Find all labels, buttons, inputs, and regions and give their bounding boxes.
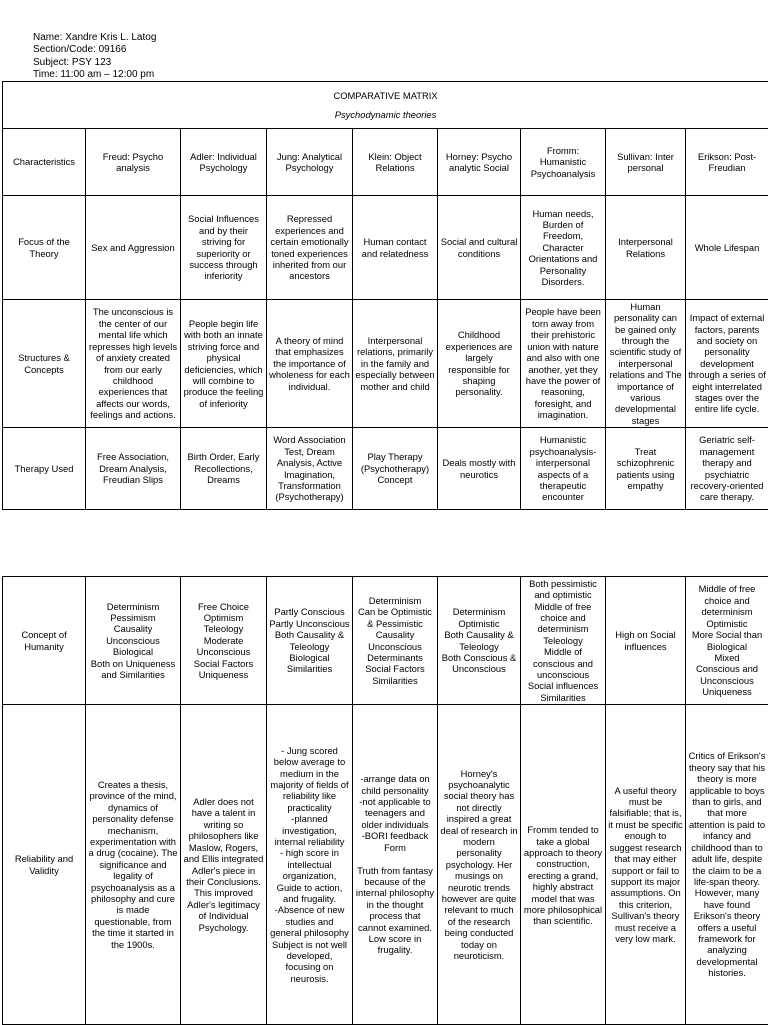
focus-cell: Social Influences and by their striving for superiority or success through inferiority	[181, 196, 267, 300]
humanity-cell: Determinism Pessimism Causality Unconscious Biological Both on Uniqueness and Similarities	[86, 577, 181, 705]
theorist-header: Klein: Object Relations	[353, 129, 438, 196]
humanity-cell: Determinism Can be Optimistic & Pessimistic Causality Unconscious Determinants Social Factors Similarities	[353, 577, 438, 705]
focus-cell: Sex and Aggression	[86, 196, 181, 300]
focus-cell: Repressed experiences and certain emotionally toned experiences inherited from our ancestors	[267, 196, 353, 300]
theorist-header: Jung: Analytical Psychology	[267, 129, 353, 196]
humanity-cell: High on Social influences	[606, 577, 686, 705]
theorist-header: Horney: Psycho analytic Social	[438, 129, 521, 196]
characteristics-header: Characteristics	[3, 129, 86, 196]
reliability-cell: Adler does not have a talent in writing so philosophers like Maslow, Rogers, and Ellis integrated Adler's piece in their Conclusions. This improved Adler's legitimacy of Individual Psychology.	[181, 705, 267, 1025]
focus-cell: Social and cultural conditions	[438, 196, 521, 300]
humanity-cell: Both pessimistic and optimistic Middle of free choice and determinism Teleology Middle of conscious and unconscious Social influences Similarities	[521, 577, 606, 705]
therapy-cell: Geriatric self-management therapy and psychiatric recovery-oriented care therapy.	[686, 428, 768, 510]
matrix-subtitle: Psychodynamic theories	[5, 109, 766, 120]
reliability-cell: Horney's psychoanalytic social theory has not directly inspired a great deal of research in modern personality psychology. Her musings on neurotic trends however are quite relevant to much of the research being conducted today on neuroticism.	[438, 705, 521, 1025]
focus-cell: Interpersonal Relations	[606, 196, 686, 300]
therapy-cell: Play Therapy (Psychotherapy) Concept	[353, 428, 438, 510]
subject: Subject: PSY 123	[33, 57, 156, 69]
theorist-header: Freud: Psycho analysis	[86, 129, 181, 196]
reliability-cell: - Jung scored below average to medium in the majority of fields of reliability like practicality -planned investigation, internal reliability - high score in intellectual organization, Guide to action, and frugality. -Absence of new studies and general philosophy Subject is not well developed, focusing on neurosis.	[267, 705, 353, 1025]
reliability-cell: Creates a thesis, province of the mind, dynamics of personality defense mechanism, experimentation with a drug (cocaine). The significance and legality of psychoanalysis as a philosophy and cure is made questionable, from the time it started in the 1900s.	[86, 705, 181, 1025]
row-label-therapy: Therapy Used	[3, 428, 86, 510]
row-label-reliability: Reliability and Validity	[3, 705, 86, 1025]
row-label-focus: Focus of the Theory	[3, 196, 86, 300]
matrix-title: COMPARATIVE MATRIX	[5, 90, 766, 101]
reliability-cell: -arrange data on child personality -not applicable to teenagers and older individuals -BORI feedback Form Truth from fantasy because of the internal philosophy in the thought process that cannot examined. Low score in frugality.	[353, 705, 438, 1025]
matrix-title-cell	[3, 82, 768, 129]
structures-cell: People have been torn away from their prehistoric union with nature and also with one another, yet they have the power of reasoning, foresight, and imagination.	[521, 300, 606, 428]
therapy-cell: Word Association Test, Dream Analysis, Active Imagination, Transformation (Psychotherapy)	[267, 428, 353, 510]
row-label-humanity: Concept of Humanity	[3, 577, 86, 705]
focus-cell: Human contact and relatedness	[353, 196, 438, 300]
class-time: Time: 11:00 am – 12:00 pm	[33, 69, 156, 81]
humanity-cell: Partly Conscious Partly Unconscious Both Causality & Teleology Biological Similarities	[267, 577, 353, 705]
comparative-matrix-table-continued	[2, 576, 768, 1025]
structures-cell: People begin life with both an innate striving force and physical deficiencies, which will combine to produce the feeling of inferiority	[181, 300, 267, 428]
structures-cell: The unconscious is the center of our mental life which represses high levels of anxiety created from our early childhood experiences that affects our words, feelings and actions.	[86, 300, 181, 428]
therapy-cell: Humanistic psychoanalysis-interpersonal aspects of a therapeutic encounter	[521, 428, 606, 510]
structures-cell: Impact of external factors, parents and society on personality development through a series of eight interrelated stages over the entire life cycle.	[686, 300, 768, 428]
theorist-header: Fromm: Humanistic Psychoanalysis	[521, 129, 606, 196]
therapy-cell: Deals mostly with neurotics	[438, 428, 521, 510]
theorist-header: Adler: Individual Psychology	[181, 129, 267, 196]
structures-cell: A theory of mind that emphasizes the importance of wholeness for each individual.	[267, 300, 353, 428]
section-code: Section/Code: 09166	[33, 44, 156, 56]
structures-cell: Human personality can be gained only through the scientific study of interpersonal relations and The importance of various developmental stages	[606, 300, 686, 428]
humanity-cell: Middle of free choice and determinism Optimistic More Social than Biological Mixed Conscious and Unconscious Uniqueness	[686, 577, 768, 705]
humanity-cell: Determinism Optimistic Both Causality & Teleology Both Conscious & Unconscious	[438, 577, 521, 705]
focus-cell: Human needs, Burden of Freedom, Character Orientations and Personality Disorders.	[521, 196, 606, 300]
student-name: Name: Xandre Kris L. Latog	[33, 32, 156, 44]
reliability-cell: Critics of Erikson's theory say that his theory is more applicable to boys than to girls, and that more attention is paid to infancy and childhood than to adult life, despite the claim to be a life-span theory. However, many have found Erikson's theory offers a useful framework for analyzing developmental histories.	[686, 705, 768, 1025]
theorist-header: Erikson: Post-Freudian	[686, 129, 768, 196]
humanity-cell: Free Choice Optimism Teleology Moderate Unconscious Social Factors Uniqueness	[181, 577, 267, 705]
theorist-header: Sullivan: Inter personal	[606, 129, 686, 196]
row-label-structures: Structures & Concepts	[3, 300, 86, 428]
therapy-cell: Treat schizophrenic patients using empathy	[606, 428, 686, 510]
reliability-cell: A useful theory must be falsifiable; that is, it must be specific enough to suggest research that may either support or fail to support its major assumptions. On this criterion, Sullivan's theory must receive a very low mark.	[606, 705, 686, 1025]
therapy-cell: Birth Order, Early Recollections, Dreams	[181, 428, 267, 510]
reliability-cell: Fromm tended to take a global approach to theory construction, erecting a grand, highly abstract model that was more philosophical than scientific.	[521, 705, 606, 1025]
structures-cell: Interpersonal relations, primarily in the family and especially between mother and child	[353, 300, 438, 428]
focus-cell: Whole Lifespan	[686, 196, 768, 300]
structures-cell: Childhood experiences are largely responsible for shaping personality.	[438, 300, 521, 428]
student-info	[33, 32, 156, 81]
comparative-matrix-table	[2, 81, 768, 510]
therapy-cell: Free Association, Dream Analysis, Freudian Slips	[86, 428, 181, 510]
